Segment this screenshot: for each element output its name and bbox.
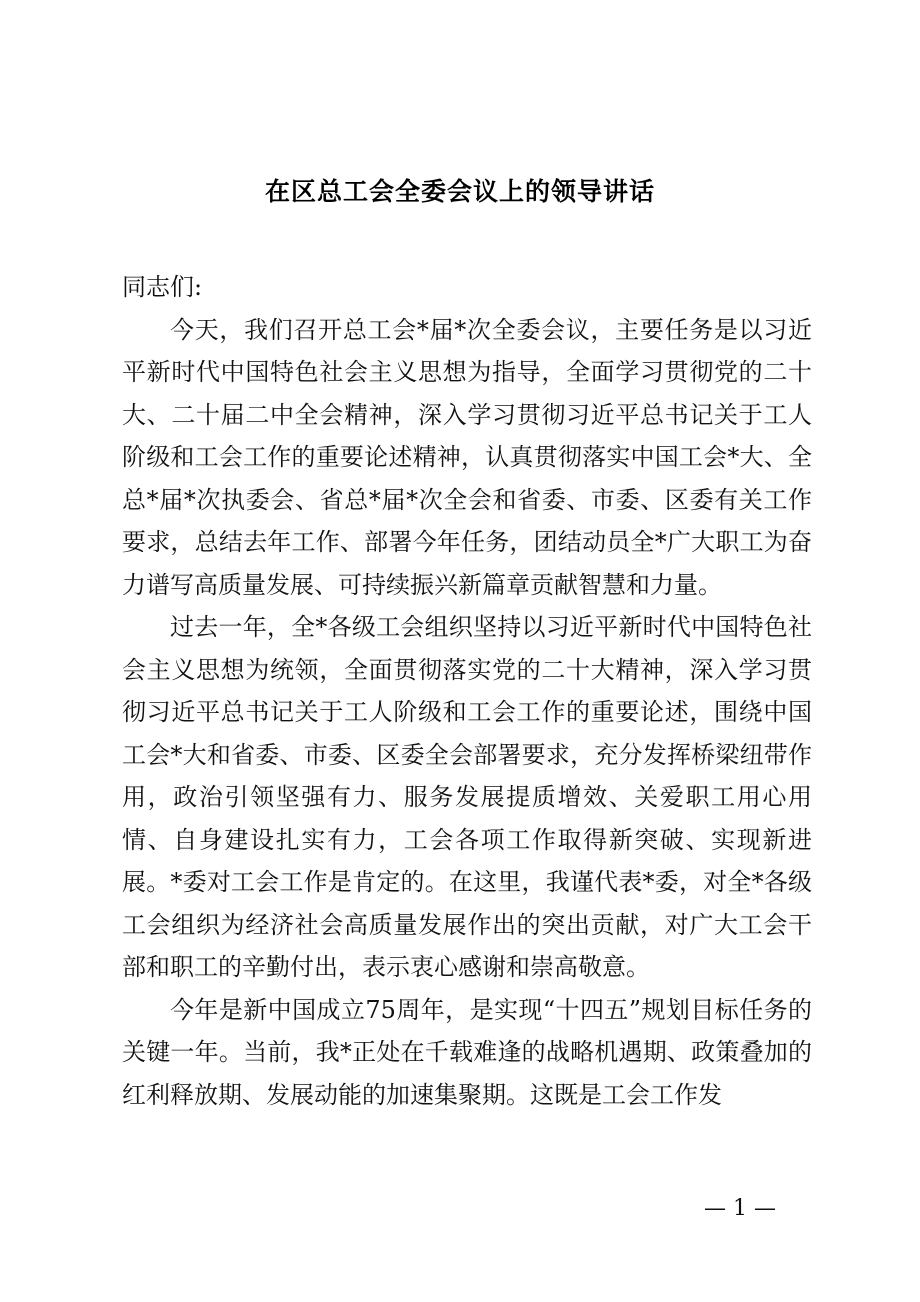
document-body: [122, 266, 812, 1116]
page-number: — 1 —: [704, 1196, 776, 1221]
paragraph: 今年是新中国成立75周年，是实现“十四五”规划目标任务的关键一年。当前，我*正处在千载难逢的战略机遇期、政策叠加的红利释放期、发展动能的加速集聚期。这既是工会工作发: [122, 995, 812, 1109]
paragraph: 今天，我们召开总工会*届*次全委会议，主要任务是以习近平新时代中国特色社会主义思想为指导，全面学习贯彻党的二十大、二十届二中全会精神，深入学习贯彻习近平总书记关于工人阶级和工会工作的重要论述精神，认真贯彻落实中国工会*大、全总*届*次执委会、省总*届*次全会和省委、市委、区委有关工作要求，总结去年工作、部署今年任务，团结动员全*广大职工为奋力谱写高质量发展、可持续振兴新篇章贡献智慧和力量。: [122, 315, 812, 599]
document-title: 在区总工会全委会议上的领导讲话: [264, 177, 655, 206]
paragraph: 过去一年，全*各级工会组织坚持以习近平新时代中国特色社会主义思想为统领，全面贯彻落实党的二十大精神，深入学习贯彻习近平总书记关于工人阶级和工会工作的重要论述，围绕中国工会*大和省委、市委、区委全会部署要求，充分发挥桥梁纽带作用，政治引领坚强有力、服务发展提质增效、关爱职工用心用情、自身建设扎实有力，工会各项工作取得新突破、实现新进展。*委对工会工作是肯定的。在这里，我谨代表*委，对全*各级工会组织为经济社会高质量发展作出的突出贡献，对广大工会干部和职工的辛勤付出，表示衷心感谢和崇高敬意。: [122, 613, 812, 981]
salutation: 同志们:: [122, 273, 203, 301]
